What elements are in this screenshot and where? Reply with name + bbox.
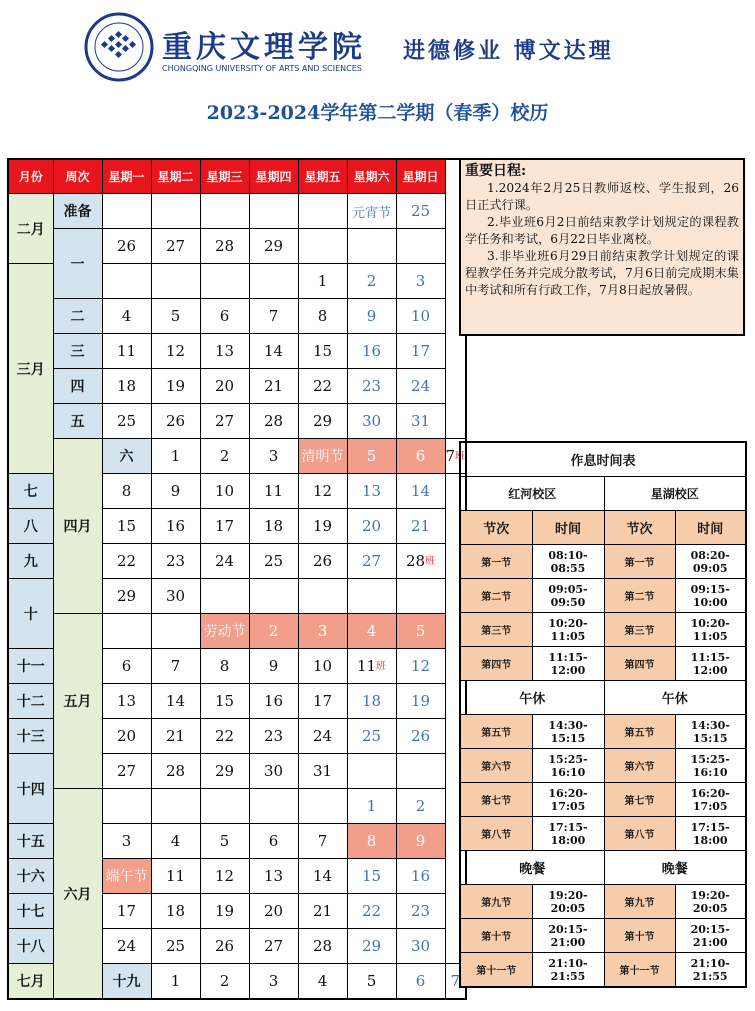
day-cell: 25 xyxy=(249,544,298,579)
section-time: 17:15-18:00 xyxy=(532,817,604,851)
day-cell: 20 xyxy=(347,509,396,544)
day-cell: 19 xyxy=(151,369,200,404)
holiday-day-cell: 9 xyxy=(396,824,445,859)
day-cell: 15 xyxy=(298,334,347,369)
day-cell: 10 xyxy=(200,474,249,509)
day-cell: 30 xyxy=(396,929,445,964)
day-cell xyxy=(102,614,151,649)
day-cell: 2 xyxy=(200,964,249,1000)
col-section: 节次 xyxy=(460,511,532,545)
day-cell: 1 xyxy=(298,264,347,299)
section-label: 第六节 xyxy=(460,749,532,783)
day-cell: 22 xyxy=(102,544,151,579)
day-cell: 22 xyxy=(298,369,347,404)
schedule-title-row xyxy=(460,442,746,477)
week-17: 十七 xyxy=(8,894,53,929)
day-cell: 15 xyxy=(102,509,151,544)
day-cell: 26 xyxy=(151,404,200,439)
day-cell: 6 xyxy=(396,964,445,1000)
day-cell: 24 xyxy=(102,929,151,964)
week-11: 十一 xyxy=(8,649,53,684)
day-cell: 23 xyxy=(249,719,298,754)
schedule-row xyxy=(460,919,746,953)
week-10: 十 xyxy=(8,579,53,649)
holiday-day-cell: 4 xyxy=(347,614,396,649)
day-cell: 26 xyxy=(396,719,445,754)
holiday-day-cell: 3 xyxy=(298,614,347,649)
day-cell: 16 xyxy=(347,334,396,369)
schedule-row xyxy=(460,715,746,749)
day-cell: 13 xyxy=(102,684,151,719)
day-cell xyxy=(396,229,445,264)
section-time: 16:20-17:05 xyxy=(532,783,604,817)
month-mar: 三月 xyxy=(8,264,53,474)
section-time: 15:25-16:10 xyxy=(532,749,604,783)
section-time: 09:15-10:00 xyxy=(675,579,746,613)
calendar-header-row xyxy=(8,159,466,194)
section-label: 第六节 xyxy=(604,749,675,783)
day-cell: 18 xyxy=(102,369,151,404)
important-date-item: 1.2024年2月25日教师返校、学生报到，26日正式行课。 xyxy=(465,181,739,212)
section-time: 20:15-21:00 xyxy=(532,919,604,953)
week-18: 十八 xyxy=(8,929,53,964)
schedule-row xyxy=(460,749,746,783)
day-cell xyxy=(200,194,249,229)
day-cell xyxy=(396,754,445,789)
holiday-day-cell: 8 xyxy=(347,824,396,859)
day-cell: 11 xyxy=(151,859,200,894)
day-cell: 25 xyxy=(151,929,200,964)
day-cell: 31 xyxy=(298,754,347,789)
month-feb: 二月 xyxy=(8,194,53,264)
day-cell: 23 xyxy=(347,369,396,404)
break-row xyxy=(460,681,746,715)
week-4: 四 xyxy=(53,369,102,404)
holiday-day-cell: 5 xyxy=(396,614,445,649)
day-cell: 4 xyxy=(151,824,200,859)
day-cell: 26 xyxy=(102,229,151,264)
day-cell: 18 xyxy=(347,684,396,719)
day-cell xyxy=(151,614,200,649)
header-wed: 星期三 xyxy=(200,159,249,194)
day-cell: 10 xyxy=(298,649,347,684)
day-cell: 11 xyxy=(249,474,298,509)
day-cell xyxy=(200,264,249,299)
schedule-row xyxy=(460,953,746,988)
col-section: 节次 xyxy=(604,511,675,545)
week-16: 十六 xyxy=(8,859,53,894)
holiday-day-cell: 6 xyxy=(396,439,445,474)
day-cell: 21 xyxy=(249,369,298,404)
day-cell: 8 xyxy=(298,299,347,334)
section-time: 14:30-15:15 xyxy=(532,715,604,749)
header-thu: 星期四 xyxy=(249,159,298,194)
schedule-row xyxy=(460,783,746,817)
day-cell: 16 xyxy=(151,509,200,544)
day-cell: 19 xyxy=(396,684,445,719)
day-cell: 14 xyxy=(396,474,445,509)
col-time: 时间 xyxy=(532,511,604,545)
schedule-row xyxy=(460,579,746,613)
calendar-row xyxy=(8,229,466,264)
school-motto: 进德修业 博文达理 xyxy=(403,38,614,64)
school-calendar-table xyxy=(7,158,467,1000)
day-cell: 28 xyxy=(249,404,298,439)
section-time: 14:30-15:15 xyxy=(675,715,746,749)
section-label: 第八节 xyxy=(604,817,675,851)
week-13: 十三 xyxy=(8,719,53,754)
important-date-item: 2.毕业班6月2日前结束教学计划规定的课程教学任务和考试，6月22日毕业离校。 xyxy=(465,215,739,246)
day-cell xyxy=(298,579,347,614)
section-label: 第五节 xyxy=(460,715,532,749)
calendar-row xyxy=(8,789,466,824)
day-cell: 27 xyxy=(249,929,298,964)
header-mon: 星期一 xyxy=(102,159,151,194)
section-time: 16:20-17:05 xyxy=(675,783,746,817)
day-cell xyxy=(298,229,347,264)
week-prep: 准备 xyxy=(53,194,102,229)
week-14: 十四 xyxy=(8,754,53,824)
day-cell: 27 xyxy=(151,229,200,264)
day-cell: 18 xyxy=(249,509,298,544)
lunch-break: 午休 xyxy=(460,681,604,715)
day-cell: 7 xyxy=(151,649,200,684)
day-cell: 14 xyxy=(298,859,347,894)
week-6: 六 xyxy=(102,439,151,474)
day-cell xyxy=(151,789,200,824)
day-cell: 25 xyxy=(396,194,445,229)
day-cell: 19 xyxy=(298,509,347,544)
header-sat: 星期六 xyxy=(347,159,396,194)
section-time: 20:15-21:00 xyxy=(675,919,746,953)
holiday-labor-day: 劳动节 xyxy=(200,614,249,649)
schedule-title: 作息时间表 xyxy=(460,442,746,477)
section-label: 第八节 xyxy=(460,817,532,851)
day-cell: 6 xyxy=(200,299,249,334)
day-cell: 8 xyxy=(102,474,151,509)
day-cell: 20 xyxy=(102,719,151,754)
day-cell: 15 xyxy=(200,684,249,719)
section-label: 第十节 xyxy=(604,919,675,953)
section-label: 第九节 xyxy=(460,885,532,919)
schedule-header-row xyxy=(460,511,746,545)
school-name-en: CHONGQING UNIVERSITY OF ARTS AND SCIENCES xyxy=(162,64,362,73)
day-cell: 5 xyxy=(151,299,200,334)
day-cell: 17 xyxy=(200,509,249,544)
day-cell: 15 xyxy=(347,859,396,894)
day-cell: 27 xyxy=(347,544,396,579)
section-label: 第七节 xyxy=(460,783,532,817)
day-cell xyxy=(298,789,347,824)
makeup-workday-mark: 班 xyxy=(425,556,436,567)
section-time: 21:10-21:55 xyxy=(532,953,604,988)
day-cell xyxy=(151,264,200,299)
campus-xinghu: 星湖校区 xyxy=(604,477,746,511)
week-15: 十五 xyxy=(8,824,53,859)
day-cell: 9 xyxy=(151,474,200,509)
day-cell: 13 xyxy=(200,334,249,369)
day-cell: 3 xyxy=(102,824,151,859)
day-cell: 7 xyxy=(445,964,466,1000)
section-time: 15:25-16:10 xyxy=(675,749,746,783)
important-dates-box xyxy=(459,158,745,336)
day-cell: 21 xyxy=(151,719,200,754)
day-cell xyxy=(347,754,396,789)
campus-honghe: 红河校区 xyxy=(460,477,604,511)
day-cell: 1 xyxy=(151,964,200,1000)
day-cell: 20 xyxy=(200,369,249,404)
day-cell: 29 xyxy=(249,229,298,264)
section-time: 19:20-20:05 xyxy=(675,885,746,919)
day-cell: 3 xyxy=(396,264,445,299)
day-cell: 24 xyxy=(200,544,249,579)
col-time: 时间 xyxy=(675,511,746,545)
section-time: 08:20-09:05 xyxy=(675,545,746,579)
day-cell: 18 xyxy=(151,894,200,929)
day-cell: 8 xyxy=(200,649,249,684)
section-label: 第三节 xyxy=(604,613,675,647)
day-cell: 25 xyxy=(347,719,396,754)
important-dates-title: 重要日程: xyxy=(465,163,527,179)
day-cell: 6 xyxy=(102,649,151,684)
day-cell: 22 xyxy=(200,719,249,754)
day-cell: 14 xyxy=(151,684,200,719)
day-cell: 17 xyxy=(102,894,151,929)
daily-schedule-table xyxy=(459,441,747,988)
day-cell xyxy=(396,579,445,614)
day-cell: 24 xyxy=(298,719,347,754)
section-label: 第三节 xyxy=(460,613,532,647)
day-cell xyxy=(249,194,298,229)
schedule-row xyxy=(460,613,746,647)
holiday-lantern-festival: 元宵节 xyxy=(347,194,396,229)
section-label: 第一节 xyxy=(604,545,675,579)
calendar-row xyxy=(8,194,466,229)
day-cell: 12 xyxy=(200,859,249,894)
day-cell: 4 xyxy=(102,299,151,334)
day-cell: 3 xyxy=(249,964,298,1000)
section-label: 第五节 xyxy=(604,715,675,749)
day-cell xyxy=(200,579,249,614)
day-cell: 30 xyxy=(347,404,396,439)
day-cell: 13 xyxy=(249,859,298,894)
makeup-workday-cell: $7^班$ xyxy=(445,439,466,474)
day-cell: 26 xyxy=(298,544,347,579)
day-cell: 9 xyxy=(249,649,298,684)
day-cell: 19 xyxy=(200,894,249,929)
day-cell xyxy=(249,579,298,614)
day-cell xyxy=(151,194,200,229)
section-time: 19:20-20:05 xyxy=(532,885,604,919)
makeup-workday-mark: 班 xyxy=(376,661,387,672)
important-date-item: 3.非毕业班6月29日前结束教学计划规定的课程教学任务并完成分散考试，7月6日前完成期末集中考试和所有行政工作，7月8日起放暑假。 xyxy=(465,249,739,297)
section-time: 21:10-21:55 xyxy=(675,953,746,988)
day-cell: 26 xyxy=(200,929,249,964)
dinner-break: 晚餐 xyxy=(604,851,746,885)
header-fri: 星期五 xyxy=(298,159,347,194)
day-cell: 17 xyxy=(298,684,347,719)
section-label: 第九节 xyxy=(604,885,675,919)
section-label: 第十一节 xyxy=(460,953,532,988)
schedule-row xyxy=(460,817,746,851)
makeup-workday-mark: 班 xyxy=(455,451,466,462)
section-label: 第七节 xyxy=(604,783,675,817)
day-cell: 12 xyxy=(151,334,200,369)
day-cell: 29 xyxy=(200,754,249,789)
day-cell: 2 xyxy=(200,439,249,474)
schedule-row xyxy=(460,647,746,681)
header-month: 月份 xyxy=(8,159,53,194)
week-5: 五 xyxy=(53,404,102,439)
calendar-row xyxy=(8,614,466,649)
day-cell: 12 xyxy=(396,649,445,684)
schedule-row xyxy=(460,885,746,919)
day-cell: 25 xyxy=(102,404,151,439)
section-label: 第四节 xyxy=(460,647,532,681)
day-cell: 7 xyxy=(249,299,298,334)
day-cell: 3 xyxy=(249,439,298,474)
day-cell: 29 xyxy=(298,404,347,439)
day-cell: 16 xyxy=(396,859,445,894)
section-label: 第十节 xyxy=(460,919,532,953)
week-2: 二 xyxy=(53,299,102,334)
day-cell: 28 xyxy=(151,754,200,789)
month-may: 五月 xyxy=(53,614,102,789)
school-logo xyxy=(84,12,154,82)
school-name: 重庆文理学院 xyxy=(162,30,366,65)
break-row xyxy=(460,851,746,885)
day-cell: 14 xyxy=(249,334,298,369)
day-cell xyxy=(102,194,151,229)
section-time: 08:10-08:55 xyxy=(532,545,604,579)
day-cell: 5 xyxy=(347,964,396,1000)
day-cell: 27 xyxy=(200,404,249,439)
month-jun: 六月 xyxy=(53,789,102,1000)
section-time: 17:15-18:00 xyxy=(675,817,746,851)
makeup-workday-cell: $11^班$ xyxy=(347,649,396,684)
day-cell: 7 xyxy=(298,824,347,859)
header-tue: 星期二 xyxy=(151,159,200,194)
day-cell xyxy=(347,229,396,264)
day-cell: 29 xyxy=(102,579,151,614)
day-cell xyxy=(200,789,249,824)
section-label: 第一节 xyxy=(460,545,532,579)
day-cell: 9 xyxy=(347,299,396,334)
campus-row xyxy=(460,477,746,511)
day-cell: 23 xyxy=(151,544,200,579)
day-cell xyxy=(102,264,151,299)
month-apr: 四月 xyxy=(53,439,102,614)
day-cell: 31 xyxy=(396,404,445,439)
day-cell xyxy=(347,579,396,614)
schedule-row xyxy=(460,545,746,579)
day-cell: 16 xyxy=(249,684,298,719)
day-cell xyxy=(102,789,151,824)
section-label: 第二节 xyxy=(460,579,532,613)
section-time: 11:15-12:00 xyxy=(675,647,746,681)
day-cell: 4 xyxy=(298,964,347,1000)
day-cell: 10 xyxy=(396,299,445,334)
week-1: 一 xyxy=(53,229,102,299)
section-label: 第四节 xyxy=(604,647,675,681)
holiday-day-cell: 2 xyxy=(249,614,298,649)
day-cell: 11 xyxy=(102,334,151,369)
day-cell: 21 xyxy=(396,509,445,544)
header-sun: 星期日 xyxy=(396,159,445,194)
calendar-row xyxy=(8,369,466,404)
day-cell: 30 xyxy=(249,754,298,789)
makeup-workday-cell: $28^班$ xyxy=(396,544,445,579)
calendar-row xyxy=(8,439,466,474)
calendar-row xyxy=(8,334,466,369)
section-time: 10:20-11:05 xyxy=(532,613,604,647)
day-cell: 30 xyxy=(151,579,200,614)
day-cell: 1 xyxy=(151,439,200,474)
day-cell xyxy=(298,194,347,229)
day-cell: 23 xyxy=(396,894,445,929)
day-cell xyxy=(249,264,298,299)
calendar-row xyxy=(8,299,466,334)
week-3: 三 xyxy=(53,334,102,369)
week-19: 十九 xyxy=(102,964,151,1000)
week-8: 八 xyxy=(8,509,53,544)
day-cell: 20 xyxy=(249,894,298,929)
lunch-break: 午休 xyxy=(604,681,746,715)
day-cell: 28 xyxy=(200,229,249,264)
week-9: 九 xyxy=(8,544,53,579)
day-cell: 2 xyxy=(396,789,445,824)
day-cell: 29 xyxy=(347,929,396,964)
week-7: 七 xyxy=(8,474,53,509)
day-cell xyxy=(249,789,298,824)
section-time: 09:05-09:50 xyxy=(532,579,604,613)
day-cell: 24 xyxy=(396,369,445,404)
week-12: 十二 xyxy=(8,684,53,719)
day-cell: 6 xyxy=(249,824,298,859)
holiday-day-cell: 5 xyxy=(347,439,396,474)
holiday-dragon-boat: 端午节 xyxy=(102,859,151,894)
day-cell: 21 xyxy=(298,894,347,929)
day-cell: 27 xyxy=(102,754,151,789)
section-time: 10:20-11:05 xyxy=(675,613,746,647)
day-cell: 17 xyxy=(396,334,445,369)
day-cell: 13 xyxy=(347,474,396,509)
calendar-row xyxy=(8,404,466,439)
page-title: 2023-2024学年第二学期（春季）校历 xyxy=(206,102,549,124)
day-cell: 22 xyxy=(347,894,396,929)
holiday-qingming: 清明节 xyxy=(298,439,347,474)
day-cell: 12 xyxy=(298,474,347,509)
month-jul: 七月 xyxy=(8,964,53,1000)
header-week: 周次 xyxy=(53,159,102,194)
day-cell: 28 xyxy=(298,929,347,964)
section-label: 第二节 xyxy=(604,579,675,613)
section-time: 11:15-12:00 xyxy=(532,647,604,681)
section-label: 第十一节 xyxy=(604,953,675,988)
day-cell: 5 xyxy=(200,824,249,859)
dinner-break: 晚餐 xyxy=(460,851,604,885)
day-cell: 2 xyxy=(347,264,396,299)
day-cell: 1 xyxy=(347,789,396,824)
